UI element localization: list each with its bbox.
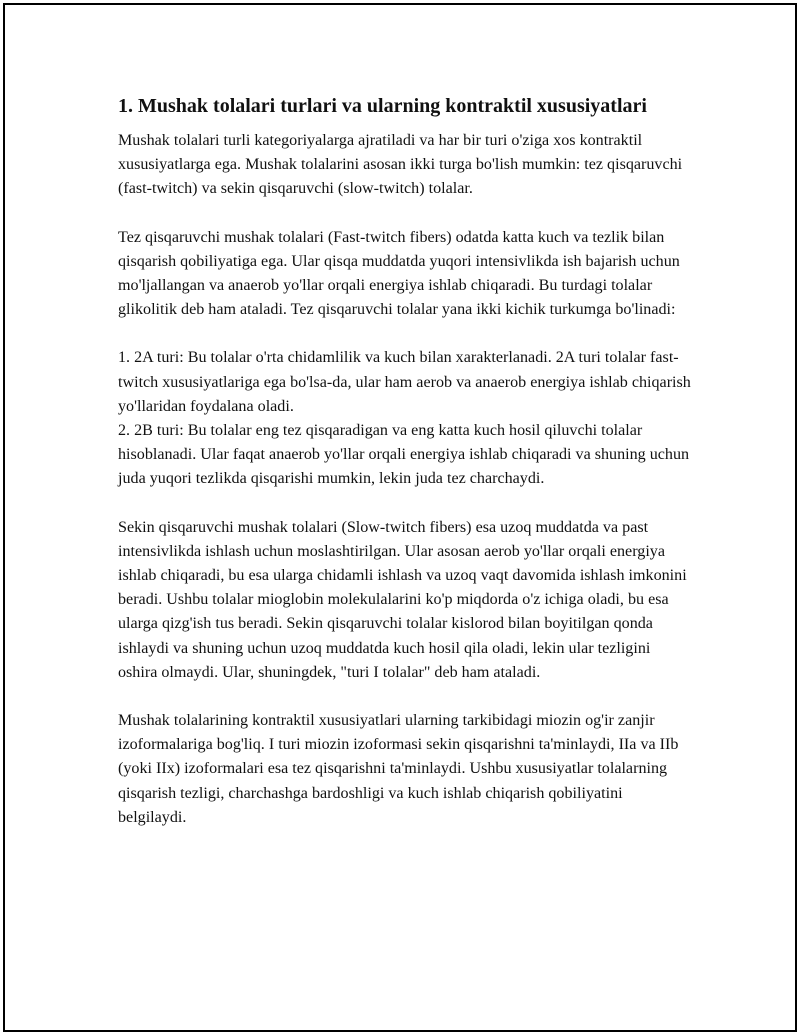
myosin-isoforms-paragraph: Mushak tolalarining kontraktil xususiyatlari ularning tarkibidagi miozin og'ir zanjir izoformalariga bog'liq. I turi miozin izoformasi sekin qisqarishni ta'minlaydi, IIa va IIb (yoki IIx) izoformalari esa tez qisqarishni ta'minlaydi. Ushbu xususiyatlar tolalarning qisqarish tezligi, charchashga bardoshligi va kuch ishlab chiqarish qobiliyatini belgilaydi. bbox=[118, 712, 679, 826]
list-item-type-2b: 2. 2B turi: Bu tolalar eng tez qisqaradigan va eng katta kuch hosil qiluvchi tolalar hisoblanadi. Ular faqat anaerob yo'llar orqali energiya ishlab chiqaradi va shuning uchun juda yuqori tezlikda qisqarishi mumkin, lekin juda tez charchaydi. bbox=[118, 422, 690, 488]
document-body bbox=[118, 93, 693, 854]
list-item-type-2a: 1. 2A turi: Bu tolalar o'rta chidamlilik va kuch bilan xarakterlanadi. 2A turi tolalar fast-twitch xususiyatlariga ega bo'lsa-da, ular ham aerob va anaerob energiya ishlab chiqarish yo'llaridan foydalana oladi. bbox=[118, 349, 691, 415]
section-heading: 1. Mushak tolalari turlari va ularning kontraktil xususiyatlari bbox=[118, 95, 647, 117]
slow-twitch-paragraph: Sekin qisqaruvchi mushak tolalari (Slow-twitch fibers) esa uzoq muddatda va past intensivlikda ishlash uchun moslashtirilgan. Ular asosan aerob yo'llar orqali energiya ishlab chiqaradi, bu esa ularga chidamli ishlash va uzoq vaqt davomida ishlash imkonini beradi. Ushbu tolalar mioglobin molekulalarini ko'p miqdorda o'z ichiga oladi, bu esa ularga qizg'ish tus beradi. Sekin qisqaruvchi tolalar kislorod bilan boyitilgan qonda ishlaydi va shuning uchun uzoq muddatda kuch hosil qila oladi, lekin ular tezligini oshira olmaydi. Ular, shuningdek, "turi I tolalar" deb ham ataladi. bbox=[118, 518, 687, 681]
intro-paragraph: Mushak tolalari turli kategoriyalarga ajratiladi va har bir turi o'ziga xos kontraktil xususiyatlarga ega. Mushak tolalarini asosan ikki turga bo'lish mumkin: tez qisqaruvchi (fast-twitch) va sekin qisqaruvchi (slow-twitch) tolalar. bbox=[118, 132, 683, 198]
fiber-subtypes-list bbox=[118, 346, 693, 491]
fast-twitch-paragraph: Tez qisqaruvchi mushak tolalari (Fast-twitch fibers) odatda katta kuch va tezlik bilan qisqarish qobiliyatiga ega. Ular qisqa muddatda yuqori intensivlikda ish bajarish uchun mo'ljallangan va anaerob yo'llar orqali energiya ishlab chiqaradi. Bu turdagi tolalar glikolitik deb ham ataladi. Tez qisqaruvchi tolalar yana ikki kichik turkumga bo'linadi: bbox=[118, 228, 680, 319]
